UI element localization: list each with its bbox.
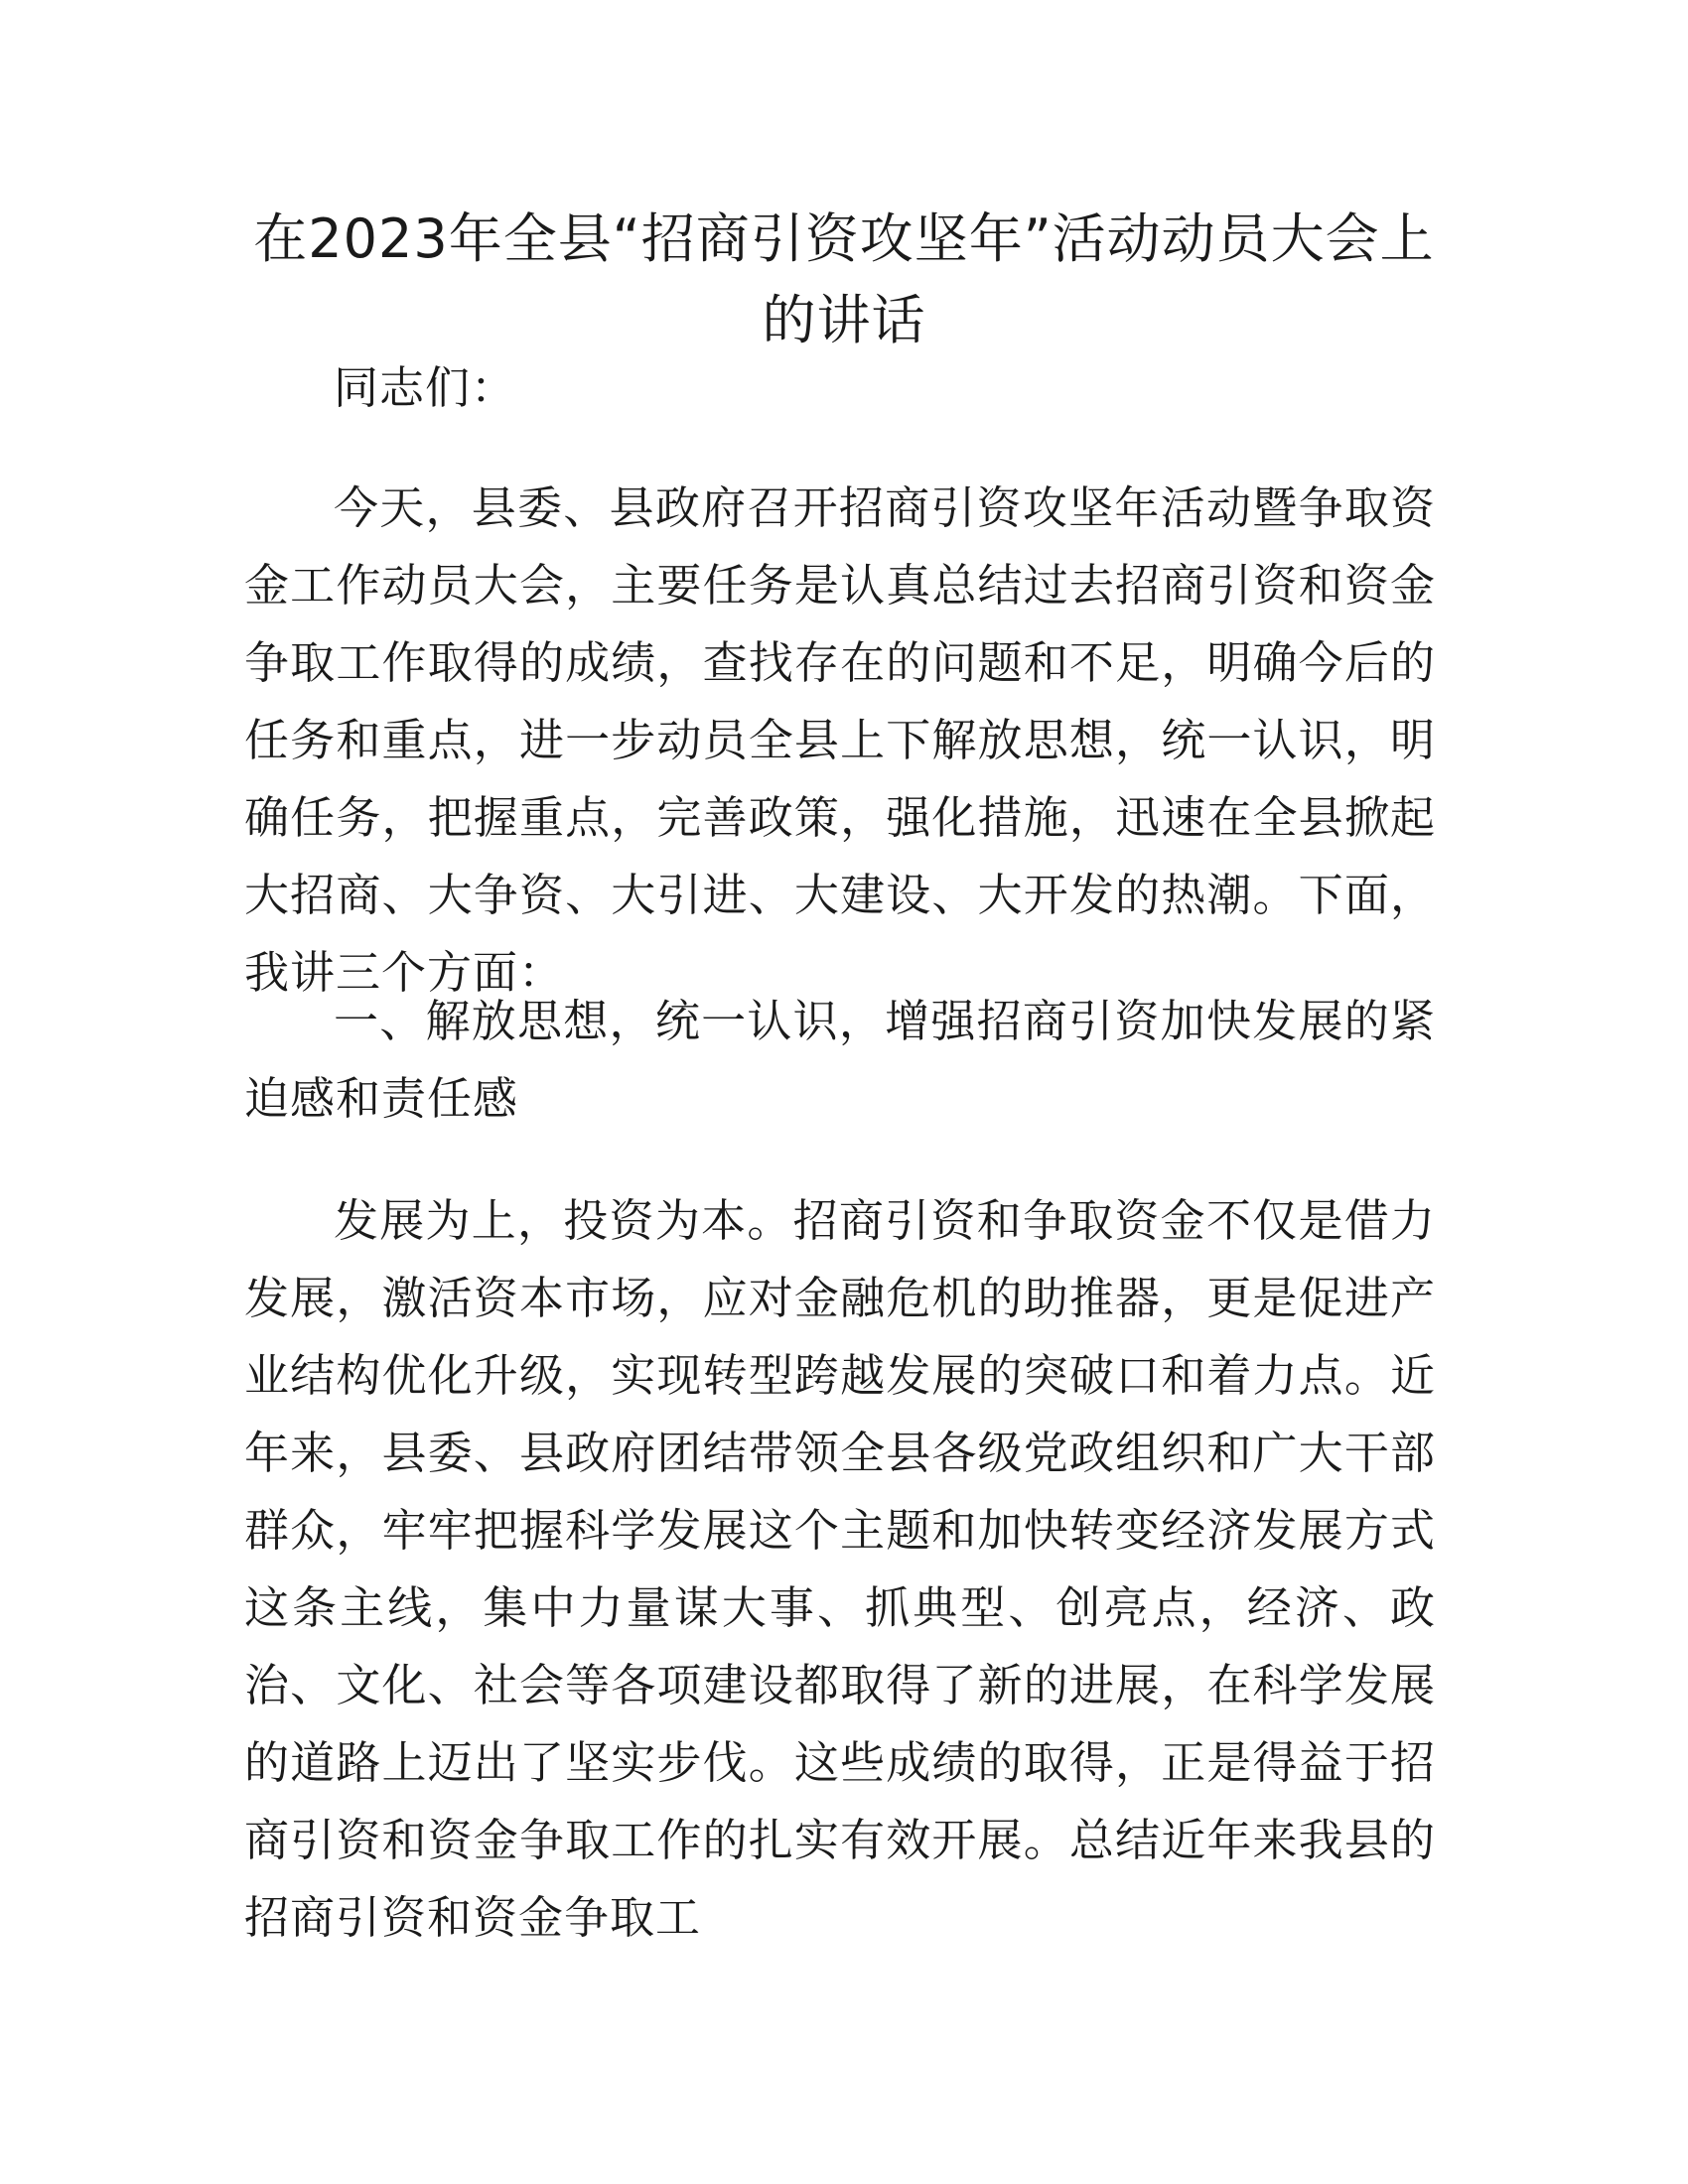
- intro-paragraph: 今天，县委、县政府召开招商引资攻坚年活动暨争取资金工作动员大会，主要任务是认真总结过去招商引资和资金争取工作取得的成绩，查找存在的问题和不足，明确今后的任务和重点，进一步动员全县上下解放思想，统一认识，明确任务，把握重点，完善政策，强化措施，迅速在全县掀起大招商、大争资、大引进、大建设、大开发的热潮。下面，我讲三个方面：: [244, 481, 1436, 999]
- greeting: 同志们：: [334, 361, 517, 414]
- document-title: 在2023年全县“招商引资攻坚年”活动动员大会上的讲话: [253, 207, 1435, 351]
- section-heading: 一、解放思想，统一认识，增强招商引资加快发展的紧迫感和责任感: [244, 995, 1436, 1125]
- body-paragraph: 发展为上，投资为本。招商引资和争取资金不仅是借力发展，激活资本市场，应对金融危机的助推器，更是促进产业结构优化升级，实现转型跨越发展的突破口和着力点。近年来，县委、县政府团结带领全县各级党政组织和广大干部群众，牢牢把握科学发展这个主题和加快转变经济发展方式这条主线，集中力量谋大事、抓典型、创亮点，经济、政治、文化、社会等各项建设都取得了新的进展，在科学发展的道路上迈出了坚实步伐。这些成绩的取得，正是得益于招商引资和资金争取工作的扎实有效开展。总结近年来我县的招商引资和资金争取工: [244, 1194, 1436, 1944]
